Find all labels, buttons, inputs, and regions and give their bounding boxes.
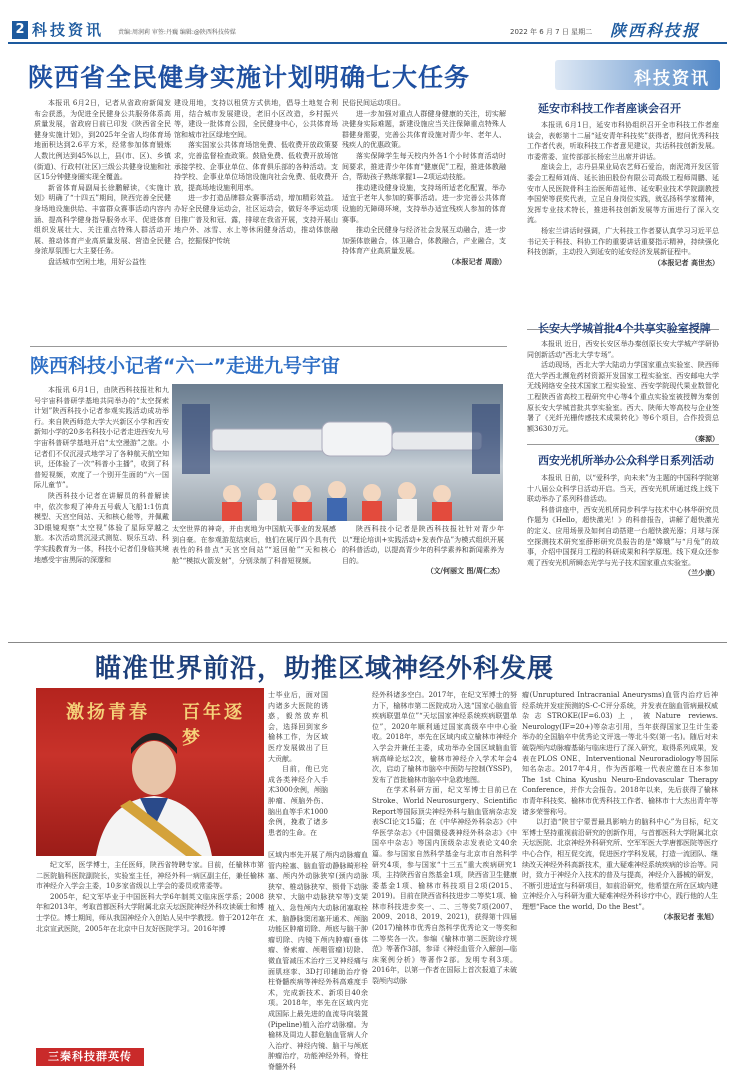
doctor-portrait: 激扬青春 百年逐梦 xyxy=(36,688,264,856)
brief-title-yanan: 延安市科技工作者座谈会召开 xyxy=(538,102,681,115)
doctor-caption: 纪文军，医学博士，主任医师，陕西省特聘专家。目前，任榆林市第二医院脑科医院副院长，实验室主任，神经外科一病区副主任，兼任榆林市神经介入学会主委，10多家省级以上学会的委员或常委等。 2005年，纪文军毕业于中国医科大学6年制英文临床医学系；2008年和2013年，考取首都医科大学附属北京天坛医院神经外科攻读硕士和博士学位。博士期间，师从我国神经介入创始人吴中学教授。曾于2012年在北京宣武医院，2005年在北京中日友好医院学习。2016年博 xyxy=(36,861,264,933)
fitness-col-2: 建设用地，支持以租赁方式供地，倡导土地复合利用，结合城市发展建设，老旧小区改造，乡村振兴等，建设一批体育公园，全民健身中心，公共体育场馆和城市社区绿地空间。 落实国家公共体育场馆免费、低收费开放政策要求，完善监督检查政策。鼓励免费、低收费开放场馆承接学校、企事业单位、体育俱乐部的各种活动。支持学校、企事业单位场馆设施向社会免费、低收费开放，提高场地设施利用率。 进一步打造品牌群众赛事活动，增加精彩效益。办好全民健身运动会，社区运动会，做好冬季运动项目推广普及和冠、露，排球在我省开展，支持开展山地户外、冰雪、水上等休闲健身活动，推动体旅融合，挖掘保护传统 xyxy=(174,99,338,245)
kids-col-3: 陕西科技小记者是陕西科技报社针对青少年以“理论培训+实践活动+发表作品”为模式组织开展的科普活动，以提高青少年的科学素养和新闻素养为目的。 （文/何丽文 图/周仁杰） xyxy=(342,525,504,576)
brief-text-yanan: 本报讯 6月1日，延安市科协组织召开全市科技工作者座谈会，表彰第十二届“延安青年科技奖”获得者，慰问优秀科技工作者代表，听取科技工作者意见建议，共话科技创新发展。市委常委、宣传部部长杨宏兰出席并讲话。 座谈会上，志丹县果业局农艺师石爱治，南泥湾开发区管委会工程师刘尚、延长油田股份有限公司高级工程师周鹏、延安市人民医院骨科主治医师苗延伟、延安职业技术学院副教授李国荣等获奖代表，立足自身岗位实践，就弘扬科学家精神，发挥专业技术特长，推进科技创新发展等方面进行了深入交流。 杨宏兰讲话时强调，广大科技工作者要认真学习习近平总书记关于科技、科协工作的重要讲话重要指示精神，持续强化科技创新，主动投入到延安的延安经济发展新征程中。 （本报记者 高世杰） xyxy=(527,121,719,267)
kids-col-1: 本报讯 6月1日，由陕西科技报社和九号宇宙科普研学基地共同举办的“太空探索计划”陕西科技小记者参观实践活动成功举行。来自陕西师范大学大兴新区小学和西安新知小学的20多名科技小记者走进西安九号宇宙科普研学基地开启“太空漫游”之旅。小记者们不仅沉浸式地学习了各种航天航空知识，还体验了一次“科普小主播”，收到了科普短视频，欢度了一个别开生面的“六一国际儿童节”。 陕西科技小记者在讲解员的科普解读中，依次参观了神舟五号载人飞船1:1仿真模型、天宫空间站、天和核心舱等，并佩戴3D眼镜观察“太空视”体验了星际穿越之旅。本次活动贯沉浸式测览、娱乐互动、科学实践教育为一体，科技小记者们身临其境地感受宇宙黑际的深邃和 xyxy=(34,386,169,564)
brief-title-changan: 长安大学城首批4个共享实验室授牌 xyxy=(538,322,711,335)
doctor-col-d: 瘤(Unruptured Intracranial Aneurysms)血管内治疗后神经系统并发症预测的S-C-C评分系统，并发表在脑血管病最权威杂志STROKE(IF=6.03)上，被Nature reviews. Neurology(IF=20+)等杂志引用，当年获得国家卫生计生委举办的全国脑卒中优秀论文评选一等北斗奖(第一名)。随后对未破裂颅内动脉瘤基础与临床进行了深入研究，取得系列成果，发表在PLOS ONE、Interventional Neuroradiology等国际知名杂志。2017年4月，作为西部唯一代表应邀在日本参加The 1st China Kyushu Neuro-Endovascular Therapy Conference，并作大会报告。2018年以来，先后获得了榆林市青年科技奖、榆林市优秀科技工作者、榆林市十大杰出青年等诸多荣誉称号。 以打造“陕甘宁蒙晋最具影响力的脑科中心”为目标，纪文军博士坚持重视前沿研究的创新作用，与首都医科大学附属北京天坛医院、北京神经外科研究所、空军军医大学唐都医院等医疗中心合作，相互促交流，促进医疗学科发展，打造一流团队、继续改天神经外科高新技术，重大疑难神经系统疾病的诊治等。同时，致力于神经介入技术的普及与提高，神经介入器械的研发，不断引进适宜与科研项目，如前沿研究，他希望在所在区域内建立神经介入与科研为重大疑难神经外科诊疗中心，践行他的人生理想“Face the world, Do the Best”。 （本报记者 张旭） xyxy=(522,691,718,922)
divider-lower xyxy=(8,642,727,643)
divider-brief-2 xyxy=(527,444,719,445)
column-slogan: 三秦科技群英传 xyxy=(36,1048,144,1066)
page-number-badge: 2 xyxy=(12,21,28,39)
space-station-model-illustration xyxy=(172,384,503,521)
section-name: 科技资讯 xyxy=(32,21,105,39)
doctor-col-c: 经外科诸多空白。2017年，在纪文军博士的努力下，榆林市第二医院成功入选“国家心脑血管疾病联盟单位”“天坛国家神经系统疾病联盟单位”，2020年顺利通过国家高级卒中中心验收。2018年，率先在区域内成立榆林市神经介入学会并兼任主委，成功举办全国区域脑血管病高峰论坛2次，榆林市神经介入学术年会4次，启动了榆林市脑卒中预防与控制(YSSP)，发布了首批榆林市脑卒中急救地图。 在学术科研方面，纪文军博士目前已在Stroke、World Neurosurgery、Scientific Report等国际顶尖神经外科与脑血管病杂志发表SCI论文15篇；在《中华神经外科杂志》《中华医学杂志》《中国微侵袭神经外科杂志》《中国卒中杂志》等国内顶级杂志发表论文40余篇。参与国家自然科学基金与北京市自然科学研究4项，参与国家“十三五”重大疾病研究1项，主持陕西省自然基金1项，陕西省卫生健康委基金1项、榆林市科技项目2项(2015、2019)。目前在陕西省科技进步二等奖1项、榆林市科技进步奖一、二、三等奖7项(2007、2009、2018、2019、2021)，获得第十四届(2017)榆林市优秀自然科学优秀论文一等奖和二等奖各一次。参编《榆林市第二医院诊疗规范》等著作3部，参译《神经血管介入解剖—临床案例分析》等著作2部。发明专利3项。2016年，以第一作者在国际上首次报道了未破裂颅内动脉 xyxy=(372,691,517,986)
newspaper-name: 陕西科技报 xyxy=(610,21,701,40)
brief-text-xiopm: 本报讯 日前，以“爱科学，向未来”为主题的中国科学院第十八届公众科学日活动开启。当天，西安光机所通过线上线下联动举办了系列科普活动。 科普讲座中，西安光机所同步科学与技术中心林华研究员作题为《Hello，超快激光！》的科普报告，讲解了超快激光的定义、应用场景及如何自动搭建一台超快激光器；月球与深空探测技术研究室薛彬研究员报告的是“嫦娥”与“月兔”的故事，介绍中国探月工程的科研成果和科学原理。线下观众还参观了西安光机所瞬态光学与光子技术国家重点实验室。 （兰少康） xyxy=(527,474,719,578)
kids-col-2: 太空世界的神奇，并由衷地为中国航天事业的发展感到自豪。在参观游览结束后，他们在展厅四个具有代表性的科普点“天宫空间站”“返回舱”“天和核心舱”“模拟火箭发射”，分别录制了科普短视频。 xyxy=(172,525,336,565)
doctor-col-b: 区域内率先开展了颅内动脉瘤血管内栓塞、脑血管动静脉畸形栓塞、颅内外动脉狭窄(颈内动脉狭窄、椎动脉狭窄、锁骨下动脉狭窄、大脑中动脉狭窄等)支架植入、急性颅内大动脉闭塞取栓术、脑静脉窦闭塞开通术、颅脑功能区肿瘤切除、颅底与脑干肿瘤切除、内镜下颅内肿瘤(垂体瘤、脊索瘤、颅咽管瘤)切除、微血管减压术治疗三叉神经痛与面肌痉挛、3D打印辅助治疗脊柱脊髓疾病等神经外科高难度手术，完成新技术、新项目40余项。2018年，率先在区域内完成国际上最先进的血流导向装置(Pipeline)植入治疗动脉瘤。为榆林及周边人群危脑血管病人介入治疗、神经内镜、脑干与颅底肿瘤治疗，功能神经外科，脊柱脊髓外科 xyxy=(268,851,368,1071)
kids-photo xyxy=(172,384,503,521)
brief-text-changan: 本报讯 近日，西安长安区举办秦创原长安大学城产学研协同创新活动“西北大学专场”。 活动现场，西北大学大陆动力学国家重点实验室、陕西师范大学西北濒危药材资源开发国家工程实验室、西安邮电大学无线网络安全技术国家工程实验室、西安学院现代果业数智化工程陕西省高校工程研究中心等4个重点实验室被授牌为秦创原长安大学城首批共享实验室。西大、陕师大等高校与企业签署了《光纤光栅传感技术成果转化》等6个项目，合作投资总额3630万元。 （秦源） xyxy=(527,340,719,444)
fitness-col-1: 本报讯 6月2日，记者从省政府新闻发布会获悉，为促进全民健身公共服务体系高质量发展，省政府日前已印发《陕西省全民健身实施计划》，到2025年全省人均体育场地面积达到2.6平方米，经常参加体育锻炼人数比例达到45%以上，县(市、区)、乡镇(街道)、行政村(社区)三级公共健身设施和社区15分钟健身圈实现全覆盖。 新省体育局副局长徐鹏解读，《实施计划》明确了“十四五”期间，陕西完善全民健身场地设施供给、丰富群众赛事活动内容内涵、提高科学健身指导服务水平、促进体育组织发展壮大、关注重点特殊人群活动开展、推动体育产业高质量发展、营造全民健身浓厚氛围七大主要任务。 盘活城市空闲土地，用好公益性 xyxy=(34,99,171,266)
doctor-col-a: 士毕业后，面对国内诸多大医院的诱惑，毅然放弃机会，选择回到家乡榆林工作，为区域医疗发展做出了巨大贡献。 目前，他已完成各类神经介入手术3000余例，颅脑肿瘤、颅脑外伤、脑出血等手术1000余例，挽救了诸多患者的生命。在 xyxy=(268,691,328,837)
divider-fitness xyxy=(30,346,507,347)
headline-kids-reporters: 陕西科技小记者“六一”走进九号宇宙 xyxy=(30,355,340,377)
news-brief-banner: 科技资讯 xyxy=(555,60,720,90)
header-rule xyxy=(8,42,727,44)
issue-date: 2022 年 6 月 7 日 星期二 xyxy=(510,28,593,36)
editor-info: 责编:周润莉 审签:丹巍 编辑:@陕西科技传媒 xyxy=(118,29,236,36)
fitness-col-3: 民俗民间运动项目。 进一步加强对重点人群健身健康的关注，切实解决健身实际难题，新建设施应当关注保障重点特殊人群健身需要，完善公共体育设施对青少年、老年人、残疾人的优惠政策。 落实保障学生每天校内外各1个小时体育活动时间要求，推进青少年体育“健康促”工程，推进体教融合，帮助孩子熟练掌握1—2项运动技能。 推动建设健身设施，支持场所适老化配置，举办适宜于老年人参加的赛事活动。进一步完善公共体育设施的无障碍环境，支持举办适宜残疾人参加的体育赛事。 推动全民健身与经济社会发展互动融合，进一步加强体旅融合，体卫融合，体教融合，产业融合，支持体育产业高质量发展。 （本报记者 周励） xyxy=(342,99,506,266)
headline-fitness-plan: 陕西省全民健身实施计划明确七大任务 xyxy=(28,63,471,92)
brief-title-xiopm: 西安光机所举办公众科学日系列活动 xyxy=(538,454,714,467)
headline-neurosurgery: 瞄准世界前沿，助推区域神经外科发展 xyxy=(95,654,555,684)
page-header xyxy=(0,0,735,46)
